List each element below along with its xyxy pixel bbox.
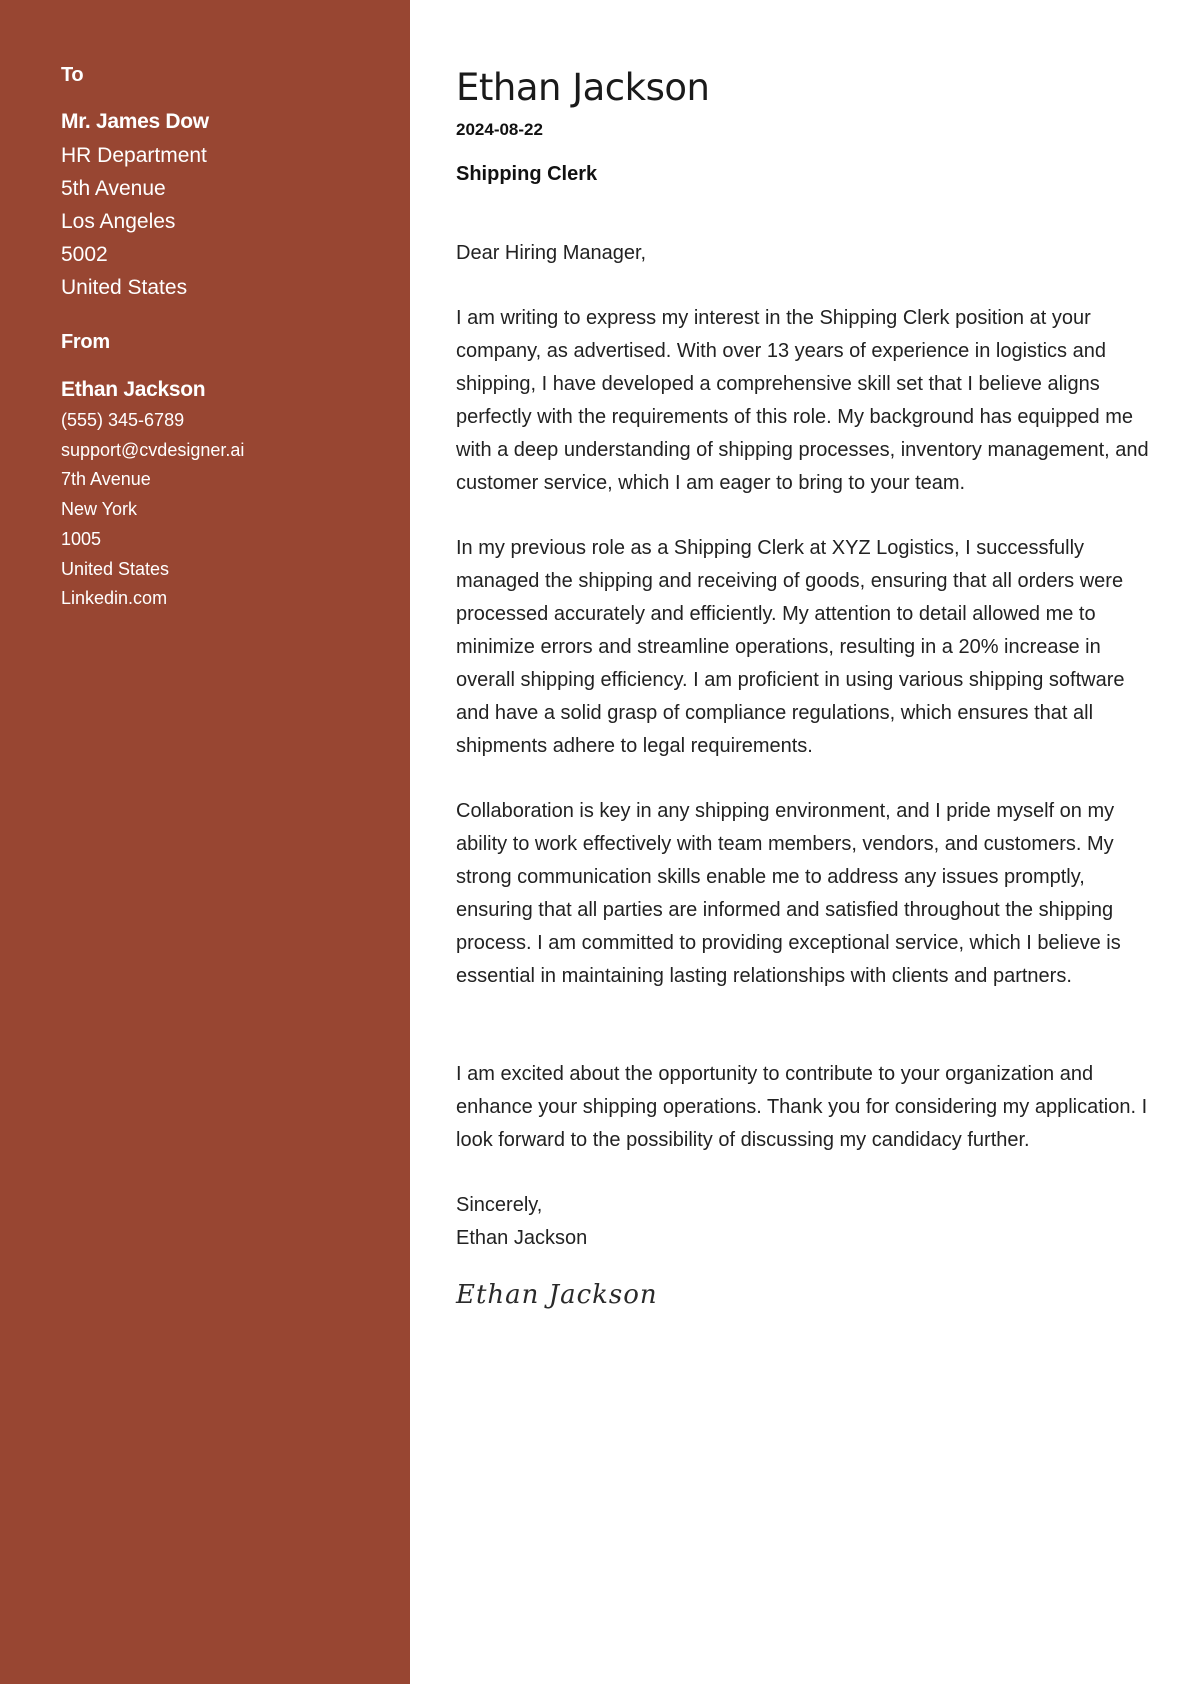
letter-date: 2024-08-22 (456, 120, 543, 139)
sender-name: Ethan Jackson (61, 378, 206, 401)
sender-street: 7th Avenue (61, 469, 151, 490)
recipient-city: Los Angeles (61, 210, 176, 233)
salutation: Dear Hiring Manager, (456, 242, 647, 264)
signature: Ethan Jackson (456, 1280, 658, 1310)
sender-country: United States (61, 558, 170, 579)
paragraph-2: In my previous role as a Shipping Clerk at XYZ Logistics, I successfully managed the shipping and receiving of goods, ensuring that all orders were processed accurately and efficiently. My attention to detail allowed me to minimize errors and streamline operations, resulting in a 20% increase in overall shipping efficiency. I am proficient in using various shipping software and have a solid grasp of compliance regulations, which ensures that all shipments adhere to legal requirements. (456, 537, 1125, 757)
position-title: Shipping Clerk (456, 163, 598, 185)
closing-name: Ethan Jackson (456, 1227, 588, 1249)
paragraph-1: I am writing to express my interest in the Shipping Clerk position at your company, as advertised. With over 13 years of experience in logistics and shipping, I have developed a comprehensive skill set that I believe aligns perfectly with the requirements of this role. My background has equipped me with a deep understanding of shipping processes, inventory management, and customer service, which I am eager to bring to your team. (456, 307, 1149, 494)
applicant-name: Ethan Jackson (456, 66, 710, 109)
recipient-street: 5th Avenue (61, 177, 166, 200)
sender-heading: From (61, 331, 110, 353)
sender-email: support@cvdesigner.ai (61, 439, 245, 460)
recipient-heading: To (61, 64, 84, 86)
recipient-name: Mr. James Dow (61, 110, 209, 133)
sender-zip: 1005 (61, 528, 102, 549)
recipient-department: HR Department (61, 144, 207, 167)
sender-block (61, 329, 410, 614)
paragraph-4: I am excited about the opportunity to contribute to your organization and enhance your shipping operations. Thank you for considering my application. I look forward to the possibility of discussing my candidacy further. (456, 1063, 1148, 1151)
letter-body (410, 0, 1200, 1684)
paragraph-3: Collaboration is key in any shipping environment, and I pride myself on my ability to work effectively with team members, vendors, and customers. My strong communication skills enable me to address any issues promptly, ensuring that all parties are informed and satisfied throughout the shipping process. I am committed to providing exceptional service, which I believe is essential in maintaining lasting relationships with clients and partners. (456, 800, 1121, 987)
recipient-zip: 5002 (61, 243, 108, 266)
closing: Sincerely, (456, 1194, 543, 1216)
sender-linkedin: Linkedin.com (61, 588, 168, 609)
sender-phone: (555) 345-6789 (61, 410, 185, 430)
sender-city: New York (61, 499, 138, 520)
recipient-block (61, 62, 410, 304)
sidebar (0, 0, 410, 1684)
recipient-country: United States (61, 276, 188, 299)
